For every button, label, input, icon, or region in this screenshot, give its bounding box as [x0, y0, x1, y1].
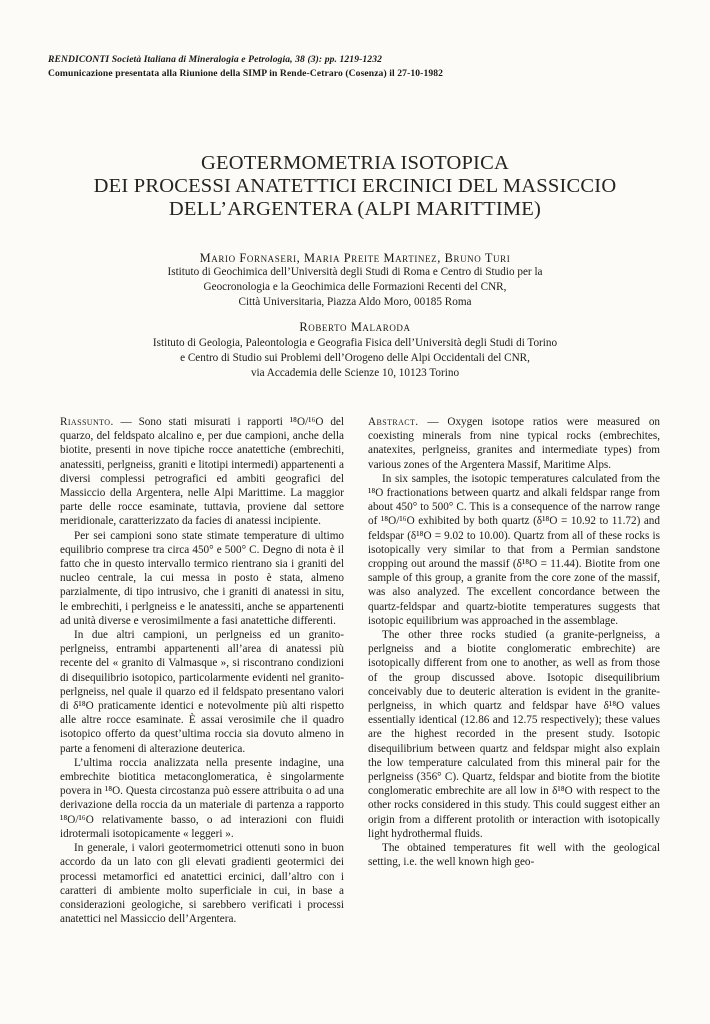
- affiliation-2: [0, 336, 710, 381]
- communication-note: Comunicazione presentata alla Riunione della SIMP in Rende-Cetraro (Cosenza) il 27-10-1982: [48, 68, 444, 79]
- riassunto-paragraph-4: L’ultima roccia analizzata nella presente indagine, una embrechite biotitica metaconglomeratica, è singolarmente povera in ¹⁸O. Questa circostanza può essere attribuita o ad una derivazione della roccia da un materiale di partenza a rapporto ¹⁸O/¹⁶O relativamente basso, o ad interazioni con fluidi idrotermali isotopicamente « leggeri ».: [60, 756, 344, 840]
- affiliation-2-line-1: Istituto di Geologia, Paleontologia e Geografia Fisica dell’Università degli Studi di Torino: [152, 337, 558, 349]
- abstract-paragraph-2: In six samples, the isotopic temperatures calculated from the ¹⁸O fractionations between quartz and alkali feldspar range from about 450° to 500° C. This is a consequence of the narrow range of ¹⁸O/¹⁶O exhibited by both quartz (δ¹⁸O = 10.92 to 11.72) and feldspar (δ¹⁸O = 9.02 to 10.00). Quartz from all of these rocks is isotopically very similar to that from a Permian sandstone cropping out around the massif (δ¹⁸O = 11.44). Biotite from one sample of this group, a granite from the core zone of the massif, was also analyzed. The excellent concordance between the quartz-feldspar and quartz-biotite temperatures suggests that isotopic equilibrium was approached in the assemblage.: [368, 472, 660, 627]
- affiliation-2-line-3: via Accademia delle Scienze 10, 10123 Torino: [250, 367, 460, 379]
- author-list-2: Roberto Malaroda: [299, 320, 411, 334]
- author-list-1: Mario Fornaseri, Maria Preite Martinez, Bruno Turi: [199, 251, 511, 265]
- abstract-paragraph-3: The other three rocks studied (a granite-perlgneiss, a perlgneiss and a biotite conglomeratic embrechite) are isotopically different from one to another, as well as from those of the group discussed above. Isotopic disequilibrium conceivably due to deuteric alteration is evident in the granite-perlgneiss, in which quartz and feldspar have δ¹⁸O values essentially identical (12.86 and 12.75 respectively); these values are the highest recorded in the present study. Isotopic disequilibrium between quartz and feldspar might also explain the low temperature calculated from this mineral pair for the perlgneiss (356° C). Quartz, feldspar and biotite from the biotite conglomeratic embrechite are all low in δ¹⁸O with respect to the other rocks considered in this study. This could suggest either an origin from a different protolith or interaction with isotopically light hydrothermal fluids.: [368, 629, 660, 840]
- riassunto-paragraph-5: In generale, i valori geotermometrici ottenuti sono in buon accordo da un lato con gli elevati gradienti geotermici dei processi metamorfici ed anatettici ercinici, dall’altro con i caratteri di ambiente molto superficiale in cui, in base a considerazioni geologiche, si sarebbero verificati i processi anatettici nel Massiccio dell’Argentera.: [60, 842, 344, 926]
- affiliation-1-line-2: Geocronologia e la Geochimica delle Formazioni Recenti del CNR,: [203, 281, 507, 293]
- riassunto-paragraph-2: Per sei campioni sono state stimate temperature di ultimo equilibrio comprese tra circa 450° e 500° C. Degno di nota è il fatto che in questo intervallo termico rientrano sia i graniti del nucleo centrale, la cui messa in posto è stata, almeno parzialmente, di tipo intrusivo, che i graniti di anatessi in situ, le embrechiti, i perlgneiss e le anatessiti, anche se appartenenti ad unità diverse e verosimilmente a fasi anatettiche differenti.: [60, 529, 344, 627]
- riassunto-text-1: — Sono stati misurati i rapporti ¹⁸O/¹⁶O del quarzo, del feldspato alcalino e, per due campioni, anche della biotite, presenti in nove tipiche rocce anatettiche (embrechiti, anatessiti, perlgneiss, graniti e litotipi intermedi) appartenenti a diversi complessi petrografici ed ambiti geografici del Massiccio della Argentera, nelle Alpi Marittime. La maggior parte delle rocce esaminate, tuttavia, proviene dal settore meridionale, caratterizzato da facies di anatessi incipiente.: [60, 416, 345, 528]
- riassunto-heading: Riassunto.: [60, 416, 114, 428]
- affiliation-1-line-1: Istituto di Geochimica dell’Università degli Studi di Roma e Centro di Studio per la: [167, 266, 543, 278]
- abstract-heading: Abstract.: [368, 416, 419, 428]
- affiliation-1: [0, 265, 710, 310]
- riassunto-paragraph-1: [60, 415, 344, 529]
- title-line-3: DELL’ARGENTERA (ALPI MARITTIME): [168, 198, 542, 220]
- title-line-2: DEI PROCESSI ANATETTICI ERCINICI DEL MASSICCIO: [93, 175, 617, 197]
- title-line-1: GEOTERMOMETRIA ISOTOPICA: [201, 152, 509, 174]
- paper-title: [0, 152, 710, 221]
- affiliation-1-line-3: Città Universitaria, Piazza Aldo Moro, 00185 Roma: [238, 296, 472, 308]
- riassunto-paragraph-3: In due altri campioni, un perlgneiss ed un granito-perlgneiss, entrambi appartenenti all’area di anatessi più recente del « granito di Valmasque », si riscontrano condizioni di disequilibrio isotopico, particolarmente evidenti nel granito-perlgneiss, nel quale il quarzo ed il feldspato presentano valori di δ¹⁸O praticamente identici e notevolmente più alti rispetto alle altre rocce esaminate. È assai verosimile che il quadro isotopico offerto da quest’ultima roccia sia dovuto almeno in parte a fenomeni di alterazione deuterica.: [60, 629, 344, 755]
- abstract-text-1: — Oxygen isotope ratios were measured on coexisting minerals from nine typical rocks (embrechites, anatexites, perlgneiss, granites and intermediate types) from various zones of the Argentera Massif, Maritime Alps.: [368, 416, 661, 471]
- abstract-paragraph-4: The obtained temperatures fit well with the geological setting, i.e. the well known high geo-: [368, 842, 660, 869]
- journal-citation: RENDICONTI Società Italiana di Mineralogia e Petrologia, 38 (3): pp. 1219-1232: [48, 54, 382, 65]
- abstract-paragraph-1: [368, 415, 660, 472]
- journal-header: [48, 53, 668, 81]
- abstract-column: [368, 415, 660, 870]
- affiliation-2-line-2: e Centro di Studio sui Problemi dell’Orogeno delle Alpi Occidentali del CNR,: [180, 352, 530, 364]
- riassunto-column: [60, 415, 344, 926]
